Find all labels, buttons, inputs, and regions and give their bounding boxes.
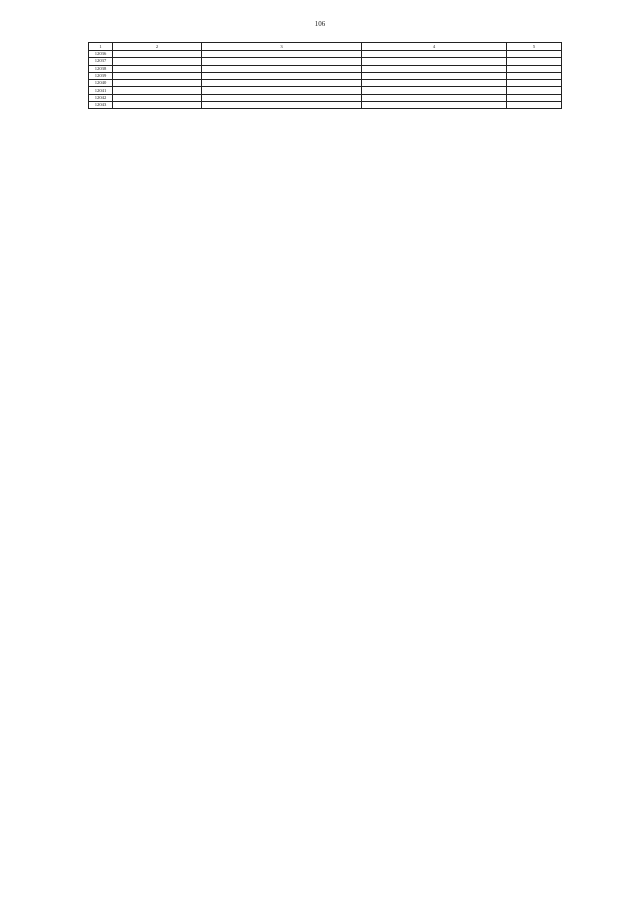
table-cell-work [362, 87, 507, 94]
table-cell-id: 12037 [89, 58, 113, 65]
table-cell-id: 12039 [89, 72, 113, 79]
table-cell-work [362, 94, 507, 101]
table-cell-id: 12042 [89, 94, 113, 101]
table-cell-address [202, 94, 362, 101]
table-cell-work [362, 51, 507, 58]
table-cell-years [507, 94, 562, 101]
table-cell-address [202, 87, 362, 94]
table-cell-city [113, 102, 202, 109]
table-cell-years [507, 87, 562, 94]
table-cell-id: 12043 [89, 102, 113, 109]
column-header: 4 [362, 43, 507, 51]
table-cell-years [507, 58, 562, 65]
table-cell-address [202, 58, 362, 65]
table-cell-id: 12041 [89, 87, 113, 94]
table-row [89, 94, 562, 101]
page-number: 106 [314, 20, 326, 28]
table-cell-address [202, 72, 362, 79]
table-cell-id: 12036 [89, 51, 113, 58]
table-cell-city [113, 72, 202, 79]
table-cell-address [202, 65, 362, 72]
table-row [89, 58, 562, 65]
table-cell-years [507, 51, 562, 58]
table-cell-work [362, 65, 507, 72]
table-cell-address [202, 102, 362, 109]
table-cell-years [507, 72, 562, 79]
column-header: 3 [202, 43, 362, 51]
column-header: 5 [507, 43, 562, 51]
table-row [89, 87, 562, 94]
table-cell-work [362, 102, 507, 109]
table-cell-years [507, 80, 562, 87]
register-table [88, 42, 562, 109]
table-row [89, 102, 562, 109]
table-cell-years [507, 65, 562, 72]
table-cell-address [202, 80, 362, 87]
table-cell-work [362, 58, 507, 65]
table-row [89, 72, 562, 79]
table-body [89, 51, 562, 109]
column-header: 2 [113, 43, 202, 51]
column-header: 1 [89, 43, 113, 51]
table-cell-address [202, 51, 362, 58]
table-row [89, 65, 562, 72]
table-cell-city [113, 51, 202, 58]
table-cell-city [113, 87, 202, 94]
table-cell-work [362, 72, 507, 79]
table-cell-city [113, 65, 202, 72]
table-cell-city [113, 58, 202, 65]
table-cell-id: 12040 [89, 80, 113, 87]
table-cell-id: 12038 [89, 65, 113, 72]
table-row [89, 80, 562, 87]
table-header-row [89, 43, 562, 51]
table-cell-city [113, 80, 202, 87]
table-row [89, 51, 562, 58]
table-cell-city [113, 94, 202, 101]
table-cell-work [362, 80, 507, 87]
table-cell-years [507, 102, 562, 109]
